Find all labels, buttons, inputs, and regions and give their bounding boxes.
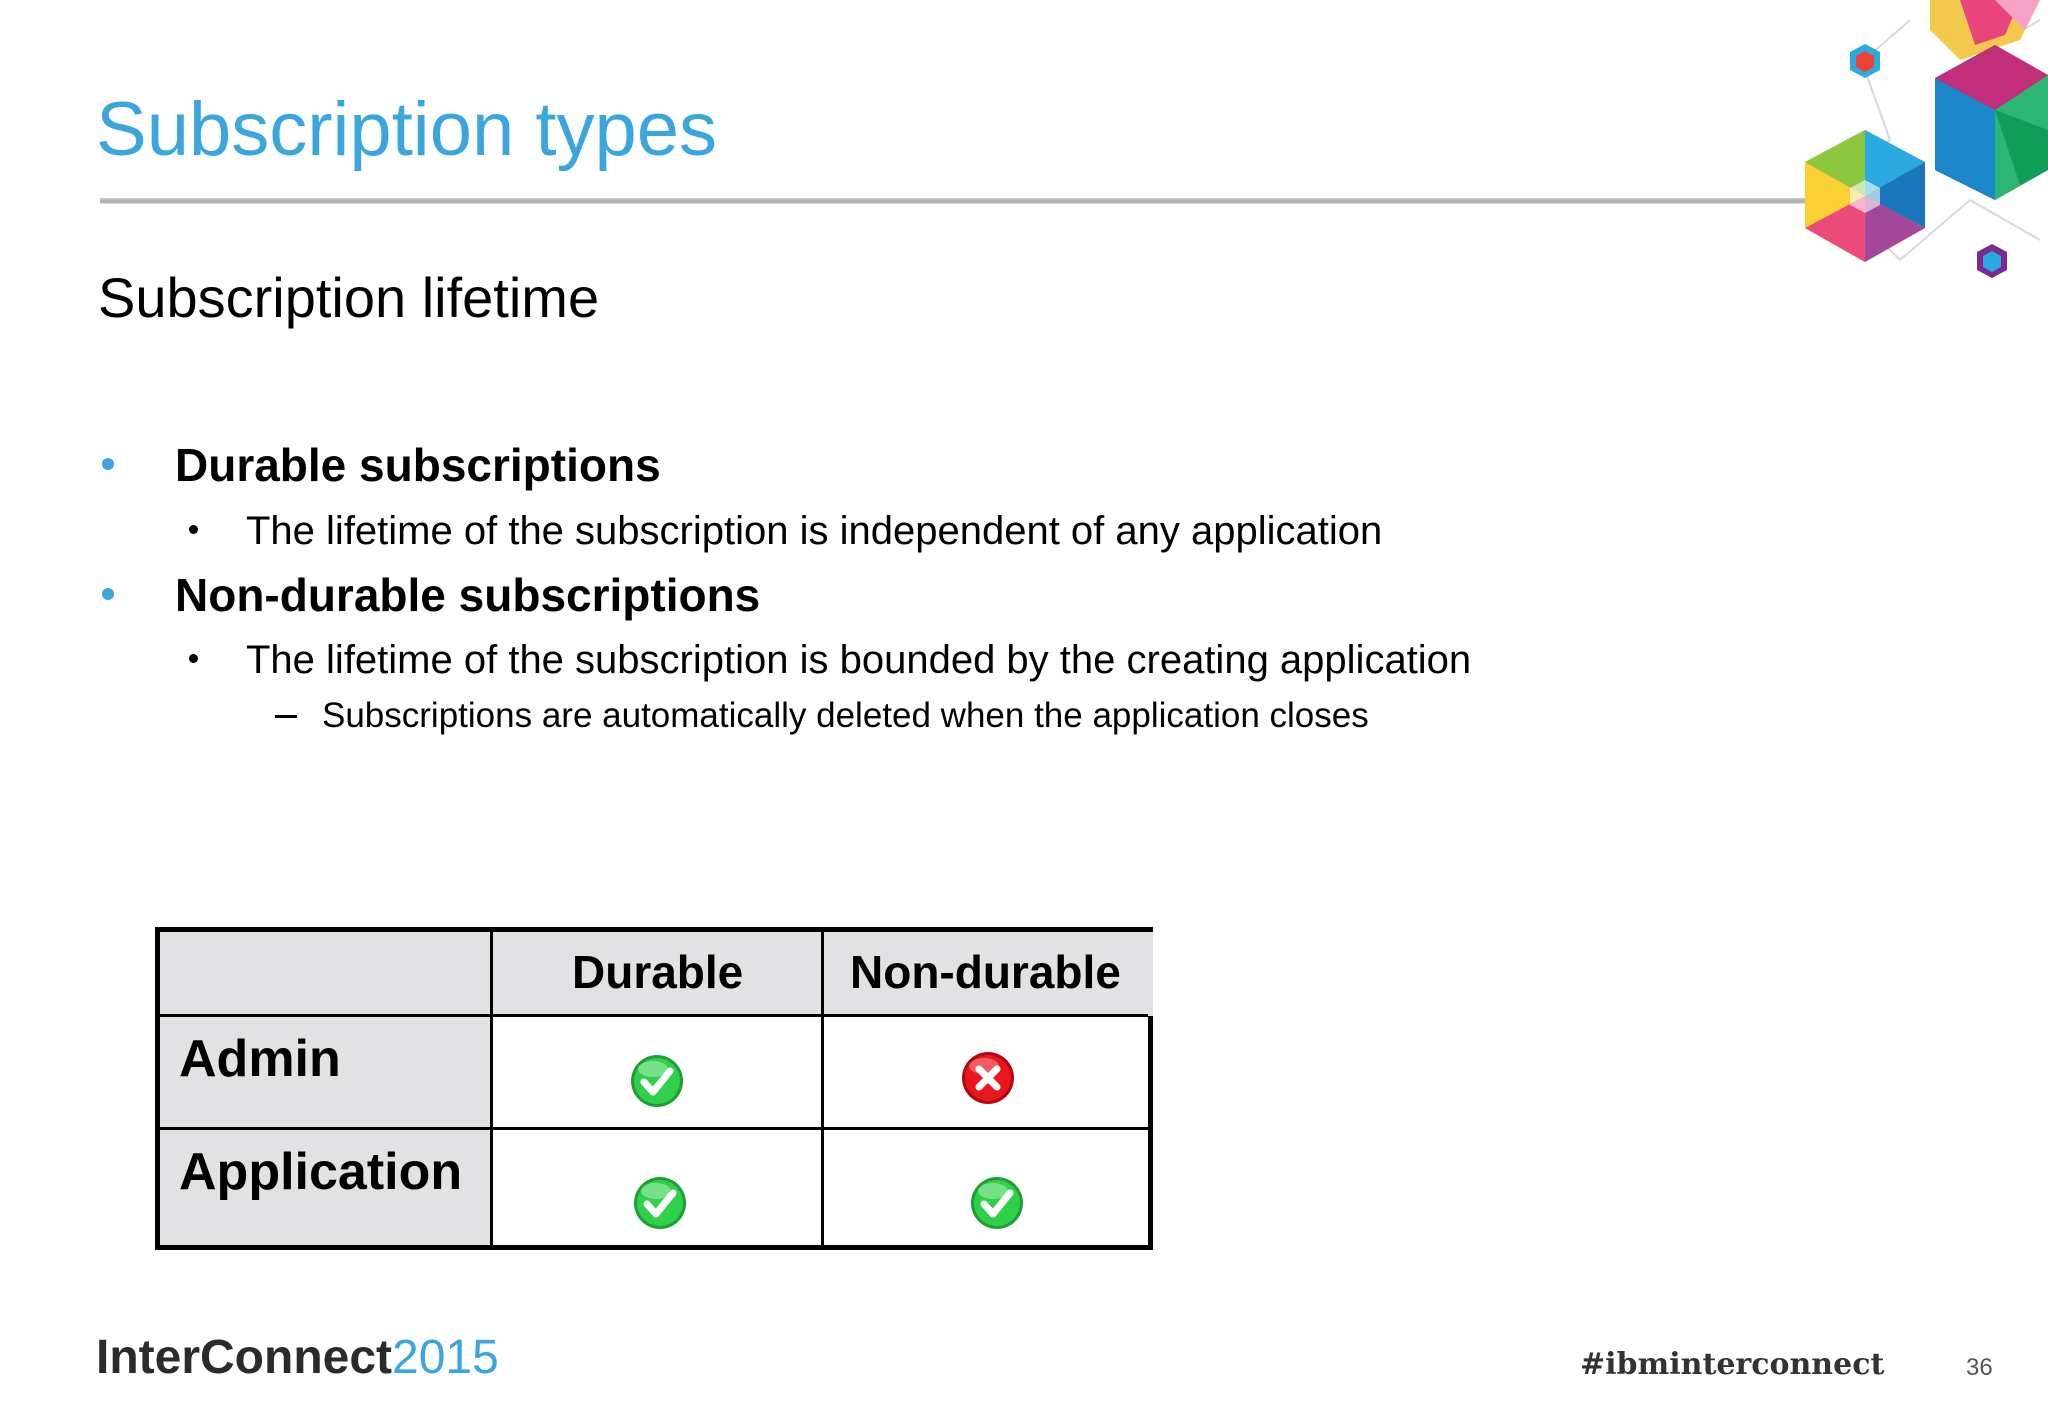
table-divider [160, 1127, 1148, 1130]
table-divider [821, 932, 824, 1245]
bullet-point-nondurable: The lifetime of the subscription is bounded by the creating application [246, 638, 1472, 682]
column-header-durable: Durable [572, 946, 744, 998]
brand-logo [96, 1331, 499, 1384]
bullet-heading-durable: Durable subscriptions [175, 439, 661, 491]
cross-icon [960, 1050, 1016, 1106]
bullet-point-durable: The lifetime of the subscription is independent of any application [246, 509, 1383, 553]
brand-year: 2015 [392, 1331, 499, 1384]
event-hashtag: #ibminterconnect [1580, 1347, 1885, 1382]
check-icon [969, 1175, 1025, 1231]
bullet-dot [189, 654, 198, 663]
check-icon [629, 1053, 685, 1109]
bullet-dot [102, 588, 114, 600]
row-label-application: Application [179, 1143, 463, 1201]
hexagon-decoration-icon [1770, 0, 2048, 300]
check-icon [632, 1175, 688, 1231]
bullet-dash [275, 715, 297, 718]
column-header-nondurable: Non-durable [850, 946, 1121, 998]
table-divider [160, 1014, 1148, 1017]
table-divider [490, 932, 493, 1245]
slide-subtitle: Subscription lifetime [98, 266, 600, 329]
comparison-table [155, 927, 1153, 1250]
bullet-dot [189, 525, 198, 534]
slide-title: Subscription types [96, 87, 717, 172]
bullet-heading-nondurable: Non-durable subscriptions [175, 569, 761, 621]
bullet-subpoint-nondurable: Subscriptions are automatically deleted when the application closes [322, 696, 1369, 735]
page-number: 36 [1966, 1354, 1993, 1381]
row-label-admin: Admin [179, 1030, 341, 1088]
brand-name: InterConnect [96, 1331, 393, 1384]
title-divider [100, 198, 1900, 204]
bullet-dot [102, 458, 114, 470]
